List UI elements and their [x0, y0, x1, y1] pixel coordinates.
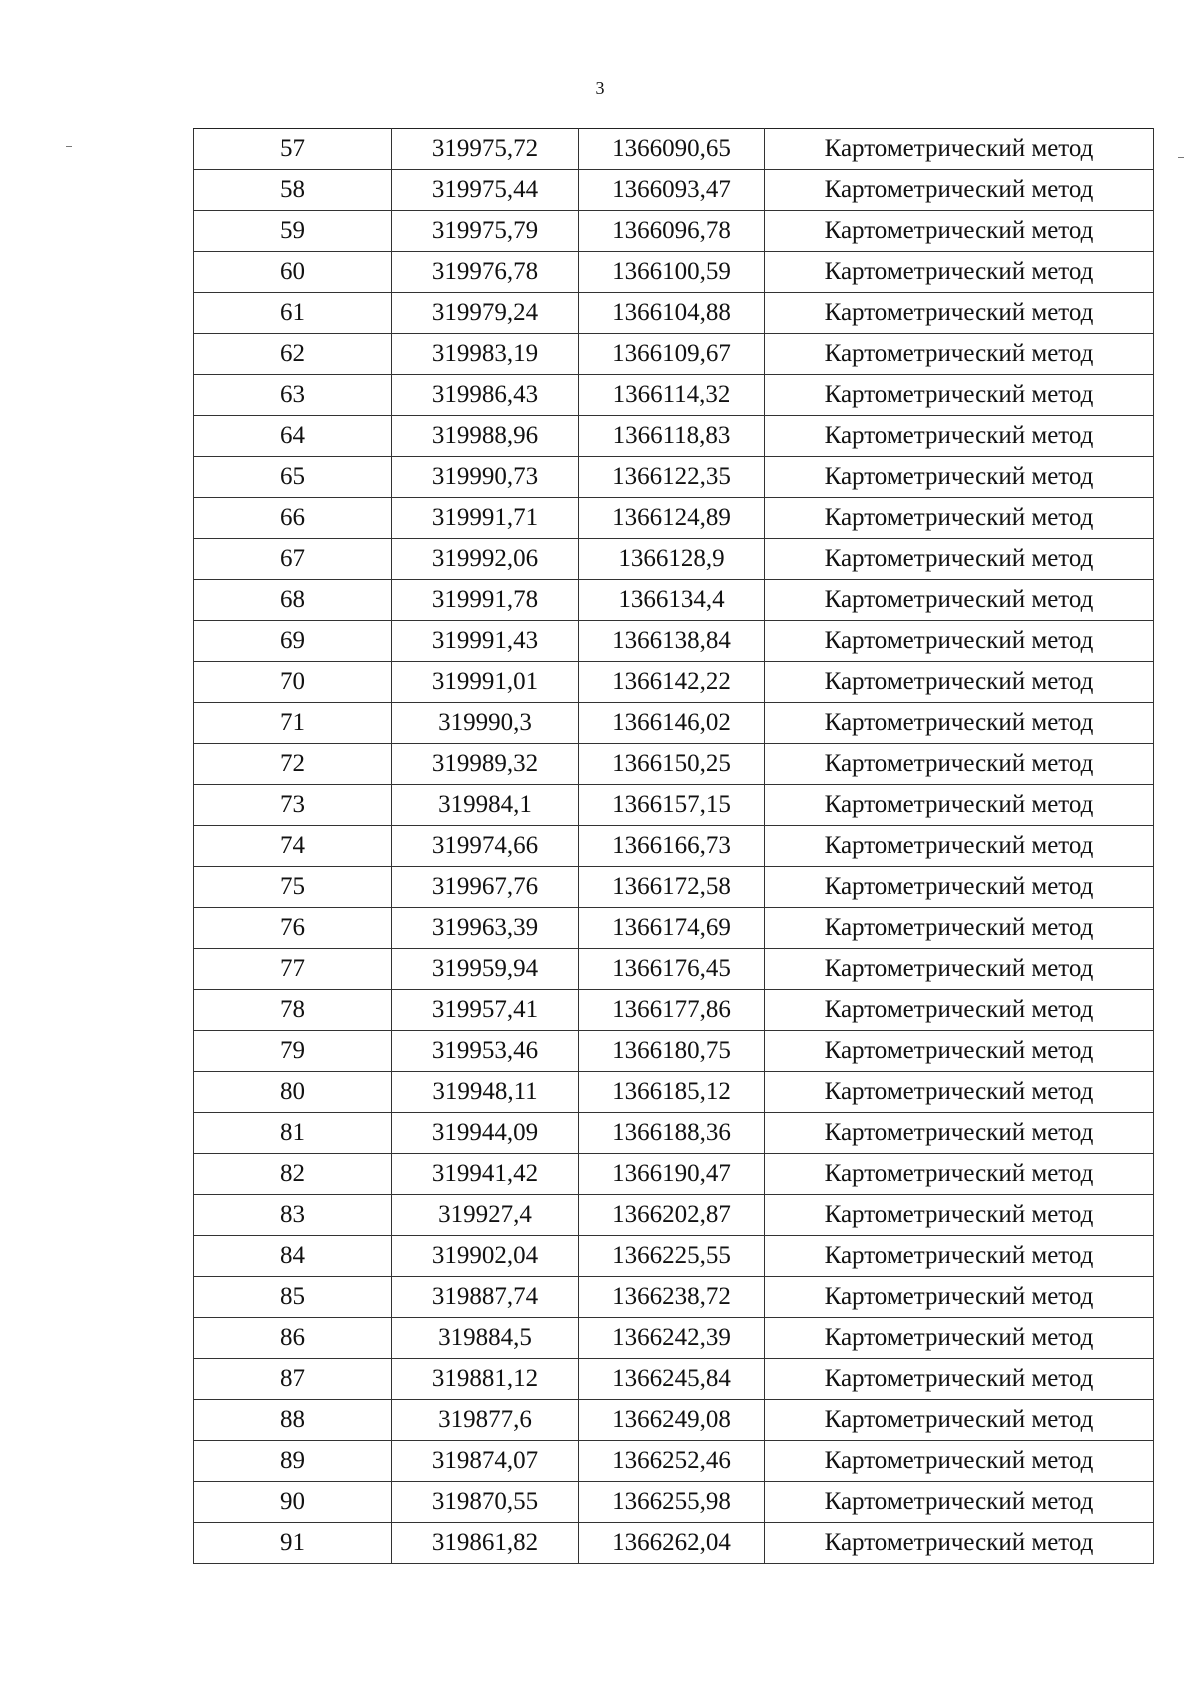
method-cell: Картометрический метод: [765, 211, 1154, 252]
x-coordinate-cell: 319974,66: [392, 826, 579, 867]
y-coordinate-cell: 1366242,39: [579, 1318, 765, 1359]
table-row: [194, 703, 1154, 744]
table-row: [194, 621, 1154, 662]
table-row: [194, 785, 1154, 826]
method-cell: Картометрический метод: [765, 293, 1154, 334]
method-cell: Картометрический метод: [765, 580, 1154, 621]
y-coordinate-cell: 1366100,59: [579, 252, 765, 293]
point-number-cell: 60: [194, 252, 392, 293]
point-number-cell: 85: [194, 1277, 392, 1318]
y-coordinate-cell: 1366249,08: [579, 1400, 765, 1441]
table-row: [194, 1195, 1154, 1236]
table-row: [194, 990, 1154, 1031]
point-number-cell: 76: [194, 908, 392, 949]
y-coordinate-cell: 1366238,72: [579, 1277, 765, 1318]
y-coordinate-cell: 1366166,73: [579, 826, 765, 867]
table-row: [194, 1523, 1154, 1564]
y-coordinate-cell: 1366138,84: [579, 621, 765, 662]
table-row: [194, 334, 1154, 375]
method-cell: Картометрический метод: [765, 703, 1154, 744]
method-cell: Картометрический метод: [765, 1154, 1154, 1195]
table-row: [194, 1482, 1154, 1523]
y-coordinate-cell: 1366176,45: [579, 949, 765, 990]
x-coordinate-cell: 319986,43: [392, 375, 579, 416]
table-row: [194, 1113, 1154, 1154]
y-coordinate-cell: 1366114,32: [579, 375, 765, 416]
table-row: [194, 1236, 1154, 1277]
point-number-cell: 80: [194, 1072, 392, 1113]
x-coordinate-cell: 319963,39: [392, 908, 579, 949]
y-coordinate-cell: 1366118,83: [579, 416, 765, 457]
point-number-cell: 69: [194, 621, 392, 662]
y-coordinate-cell: 1366202,87: [579, 1195, 765, 1236]
x-coordinate-cell: 319990,3: [392, 703, 579, 744]
x-coordinate-cell: 319877,6: [392, 1400, 579, 1441]
y-coordinate-cell: 1366172,58: [579, 867, 765, 908]
method-cell: Картометрический метод: [765, 1318, 1154, 1359]
method-cell: Картометрический метод: [765, 539, 1154, 580]
y-coordinate-cell: 1366177,86: [579, 990, 765, 1031]
y-coordinate-cell: 1366245,84: [579, 1359, 765, 1400]
point-number-cell: 78: [194, 990, 392, 1031]
method-cell: Картометрический метод: [765, 170, 1154, 211]
y-coordinate-cell: 1366093,47: [579, 170, 765, 211]
method-cell: Картометрический метод: [765, 826, 1154, 867]
x-coordinate-cell: 319979,24: [392, 293, 579, 334]
y-coordinate-cell: 1366188,36: [579, 1113, 765, 1154]
y-coordinate-cell: 1366124,89: [579, 498, 765, 539]
y-coordinate-cell: 1366096,78: [579, 211, 765, 252]
x-coordinate-cell: 319975,44: [392, 170, 579, 211]
table-row: [194, 580, 1154, 621]
point-number-cell: 77: [194, 949, 392, 990]
x-coordinate-cell: 319988,96: [392, 416, 579, 457]
x-coordinate-cell: 319991,78: [392, 580, 579, 621]
point-number-cell: 73: [194, 785, 392, 826]
y-coordinate-cell: 1366142,22: [579, 662, 765, 703]
point-number-cell: 81: [194, 1113, 392, 1154]
method-cell: Картометрический метод: [765, 252, 1154, 293]
x-coordinate-cell: 319902,04: [392, 1236, 579, 1277]
point-number-cell: 86: [194, 1318, 392, 1359]
y-coordinate-cell: 1366109,67: [579, 334, 765, 375]
table-row: [194, 539, 1154, 580]
method-cell: Картометрический метод: [765, 867, 1154, 908]
point-number-cell: 84: [194, 1236, 392, 1277]
table-row: [194, 416, 1154, 457]
y-coordinate-cell: 1366252,46: [579, 1441, 765, 1482]
method-cell: Картометрический метод: [765, 1277, 1154, 1318]
point-number-cell: 67: [194, 539, 392, 580]
table-row: [194, 252, 1154, 293]
table-row: [194, 1277, 1154, 1318]
method-cell: Картометрический метод: [765, 1400, 1154, 1441]
point-number-cell: 72: [194, 744, 392, 785]
y-coordinate-cell: 1366134,4: [579, 580, 765, 621]
method-cell: Картометрический метод: [765, 1031, 1154, 1072]
point-number-cell: 57: [194, 129, 392, 170]
table-row: [194, 949, 1154, 990]
point-number-cell: 71: [194, 703, 392, 744]
table-row: [194, 211, 1154, 252]
y-coordinate-cell: 1366122,35: [579, 457, 765, 498]
x-coordinate-cell: 319941,42: [392, 1154, 579, 1195]
method-cell: Картометрический метод: [765, 375, 1154, 416]
method-cell: Картометрический метод: [765, 744, 1154, 785]
table-row: [194, 457, 1154, 498]
x-coordinate-cell: 319989,32: [392, 744, 579, 785]
method-cell: Картометрический метод: [765, 1072, 1154, 1113]
y-coordinate-cell: 1366146,02: [579, 703, 765, 744]
method-cell: Картометрический метод: [765, 1523, 1154, 1564]
point-number-cell: 91: [194, 1523, 392, 1564]
x-coordinate-cell: 319884,5: [392, 1318, 579, 1359]
y-coordinate-cell: 1366174,69: [579, 908, 765, 949]
table-row: [194, 867, 1154, 908]
method-cell: Картометрический метод: [765, 1441, 1154, 1482]
x-coordinate-cell: 319992,06: [392, 539, 579, 580]
method-cell: Картометрический метод: [765, 949, 1154, 990]
scan-artifact-mark: [1178, 157, 1184, 158]
table-row: [194, 1359, 1154, 1400]
point-number-cell: 74: [194, 826, 392, 867]
x-coordinate-cell: 319991,01: [392, 662, 579, 703]
x-coordinate-cell: 319983,19: [392, 334, 579, 375]
point-number-cell: 89: [194, 1441, 392, 1482]
table-row: [194, 1072, 1154, 1113]
table-row: [194, 1154, 1154, 1195]
table-row: [194, 1441, 1154, 1482]
x-coordinate-cell: 319957,41: [392, 990, 579, 1031]
coordinates-table: [193, 128, 1154, 1564]
table-row: [194, 826, 1154, 867]
point-number-cell: 79: [194, 1031, 392, 1072]
x-coordinate-cell: 319984,1: [392, 785, 579, 826]
point-number-cell: 65: [194, 457, 392, 498]
coordinates-table-body: [194, 129, 1154, 1564]
method-cell: Картометрический метод: [765, 416, 1154, 457]
method-cell: Картометрический метод: [765, 498, 1154, 539]
x-coordinate-cell: 319975,72: [392, 129, 579, 170]
y-coordinate-cell: 1366104,88: [579, 293, 765, 334]
table-row: [194, 744, 1154, 785]
x-coordinate-cell: 319887,74: [392, 1277, 579, 1318]
method-cell: Картометрический метод: [765, 1195, 1154, 1236]
y-coordinate-cell: 1366225,55: [579, 1236, 765, 1277]
x-coordinate-cell: 319959,94: [392, 949, 579, 990]
method-cell: Картометрический метод: [765, 662, 1154, 703]
table-row: [194, 293, 1154, 334]
y-coordinate-cell: 1366157,15: [579, 785, 765, 826]
y-coordinate-cell: 1366128,9: [579, 539, 765, 580]
x-coordinate-cell: 319927,4: [392, 1195, 579, 1236]
x-coordinate-cell: 319976,78: [392, 252, 579, 293]
point-number-cell: 88: [194, 1400, 392, 1441]
x-coordinate-cell: 319874,07: [392, 1441, 579, 1482]
page-number: 3: [595, 78, 605, 98]
y-coordinate-cell: 1366180,75: [579, 1031, 765, 1072]
table-row: [194, 662, 1154, 703]
method-cell: Картометрический метод: [765, 908, 1154, 949]
point-number-cell: 59: [194, 211, 392, 252]
y-coordinate-cell: 1366185,12: [579, 1072, 765, 1113]
point-number-cell: 61: [194, 293, 392, 334]
x-coordinate-cell: 319948,11: [392, 1072, 579, 1113]
y-coordinate-cell: 1366262,04: [579, 1523, 765, 1564]
y-coordinate-cell: 1366150,25: [579, 744, 765, 785]
point-number-cell: 63: [194, 375, 392, 416]
method-cell: Картометрический метод: [765, 1236, 1154, 1277]
table-row: [194, 375, 1154, 416]
table-row: [194, 1318, 1154, 1359]
x-coordinate-cell: 319953,46: [392, 1031, 579, 1072]
x-coordinate-cell: 319990,73: [392, 457, 579, 498]
scan-artifact-mark: [66, 146, 72, 147]
x-coordinate-cell: 319944,09: [392, 1113, 579, 1154]
table-row: [194, 170, 1154, 211]
x-coordinate-cell: 319870,55: [392, 1482, 579, 1523]
y-coordinate-cell: 1366255,98: [579, 1482, 765, 1523]
method-cell: Картометрический метод: [765, 1113, 1154, 1154]
method-cell: Картометрический метод: [765, 129, 1154, 170]
x-coordinate-cell: 319991,71: [392, 498, 579, 539]
point-number-cell: 90: [194, 1482, 392, 1523]
point-number-cell: 83: [194, 1195, 392, 1236]
point-number-cell: 58: [194, 170, 392, 211]
table-row: [194, 908, 1154, 949]
method-cell: Картометрический метод: [765, 334, 1154, 375]
x-coordinate-cell: 319861,82: [392, 1523, 579, 1564]
method-cell: Картометрический метод: [765, 1482, 1154, 1523]
table-row: [194, 129, 1154, 170]
table-row: [194, 1400, 1154, 1441]
point-number-cell: 64: [194, 416, 392, 457]
point-number-cell: 68: [194, 580, 392, 621]
method-cell: Картометрический метод: [765, 785, 1154, 826]
point-number-cell: 70: [194, 662, 392, 703]
y-coordinate-cell: 1366190,47: [579, 1154, 765, 1195]
table-row: [194, 498, 1154, 539]
method-cell: Картометрический метод: [765, 1359, 1154, 1400]
method-cell: Картометрический метод: [765, 990, 1154, 1031]
method-cell: Картометрический метод: [765, 621, 1154, 662]
x-coordinate-cell: 319967,76: [392, 867, 579, 908]
x-coordinate-cell: 319881,12: [392, 1359, 579, 1400]
table-row: [194, 1031, 1154, 1072]
x-coordinate-cell: 319975,79: [392, 211, 579, 252]
point-number-cell: 87: [194, 1359, 392, 1400]
x-coordinate-cell: 319991,43: [392, 621, 579, 662]
point-number-cell: 82: [194, 1154, 392, 1195]
point-number-cell: 66: [194, 498, 392, 539]
y-coordinate-cell: 1366090,65: [579, 129, 765, 170]
point-number-cell: 62: [194, 334, 392, 375]
point-number-cell: 75: [194, 867, 392, 908]
method-cell: Картометрический метод: [765, 457, 1154, 498]
